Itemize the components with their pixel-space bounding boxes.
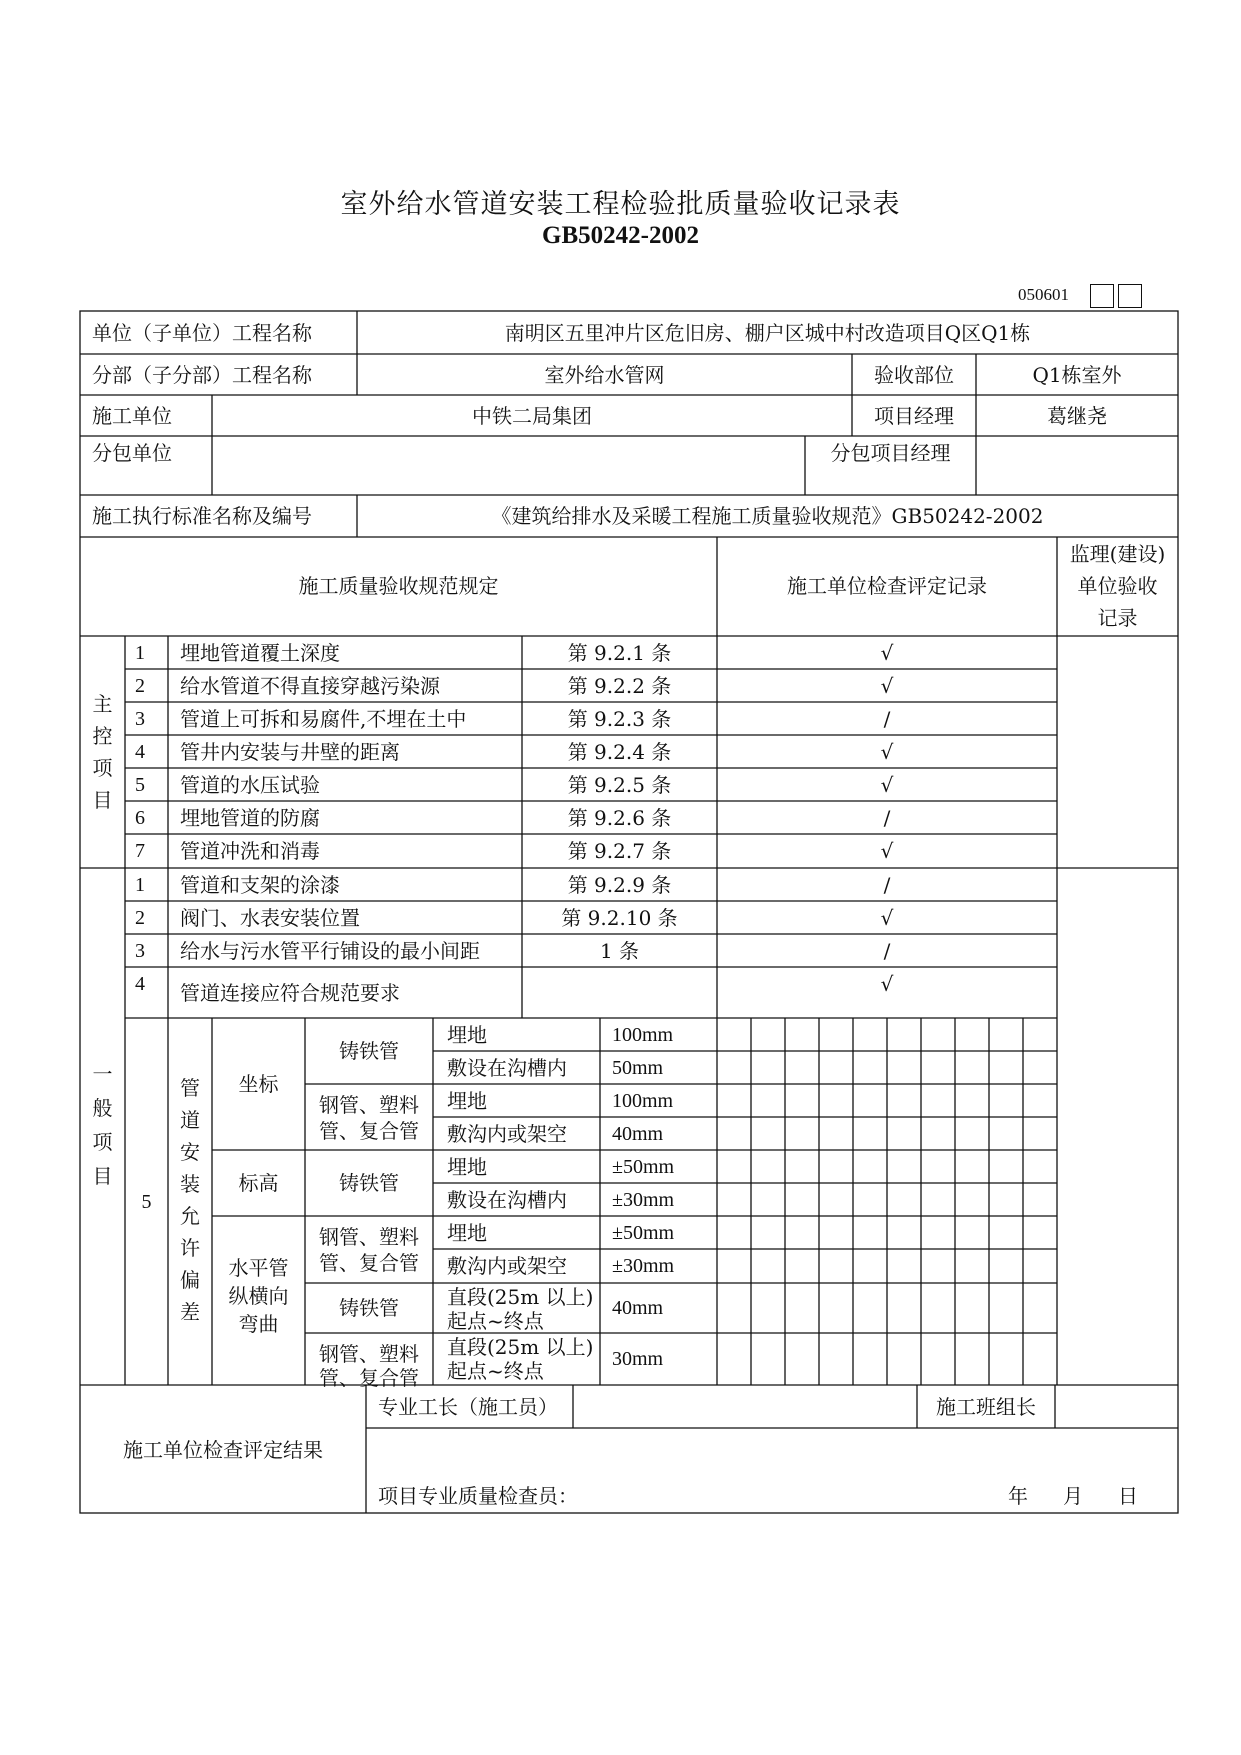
condition-in-trench: 敷设在沟槽内	[447, 1188, 567, 1212]
tolerance-char-5: 允	[180, 1204, 200, 1228]
main-row-clause: 第 9.2.6 条	[567, 806, 672, 830]
date-day-label: 日	[1118, 1484, 1138, 1508]
exec-std-value[interactable]: 《建筑给排水及采暖工程施工质量验收规范》GB50242-2002	[491, 504, 1044, 528]
general-row-check[interactable]: /	[883, 939, 891, 963]
tolerance-value: ±30mm	[612, 1189, 675, 1211]
main-row-clause: 第 9.2.2 条	[567, 674, 672, 698]
general-row-clause: 1 条	[599, 939, 640, 963]
unit-project-value[interactable]: 南明区五里冲片区危旧房、棚户区城中村改造项目Q区Q1栋	[504, 321, 1031, 345]
main-row-item: 管井内安装与井壁的距离	[180, 740, 400, 764]
tolerance-value: ±50mm	[612, 1222, 675, 1244]
team-leader-value-field[interactable]	[1058, 1387, 1176, 1427]
tolerance-char-3: 安	[180, 1140, 200, 1164]
subcontractor-label: 分包单位	[92, 441, 172, 465]
pm-value[interactable]: 葛继尧	[1047, 404, 1107, 428]
material-steel-2: 管、复合管	[319, 1119, 419, 1143]
sub-pm-label: 分包项目经理	[830, 441, 951, 465]
general-row-item: 给水与污水管平行铺设的最小间距	[180, 939, 480, 963]
main-row-check[interactable]: /	[883, 806, 891, 830]
general-row-item: 阀门、水表安装位置	[180, 906, 360, 930]
general-group-char-4: 目	[92, 1164, 113, 1188]
condition-trench-or-overhead: 敷沟内或架空	[447, 1122, 567, 1146]
general-row-no: 1	[135, 874, 145, 896]
general-row-clause: 第 9.2.9 条	[567, 873, 672, 897]
tolerance-value: 40mm	[612, 1123, 664, 1145]
material-steel-2: 管、复合管	[319, 1251, 419, 1275]
main-row-no: 3	[135, 708, 145, 730]
condition-buried: 埋地	[447, 1155, 487, 1179]
general-row-check[interactable]: √	[880, 972, 894, 996]
material-steel-1: 钢管、塑料	[319, 1342, 419, 1366]
main-row-clause: 第 9.2.4 条	[567, 740, 672, 764]
condition-straight-1: 直段(25m 以上)	[447, 1285, 594, 1309]
exec-std-label: 施工执行标准名称及编号	[92, 504, 312, 528]
team-leader-label: 施工班组长	[936, 1395, 1036, 1419]
contractor-value[interactable]: 中铁二局集团	[472, 404, 592, 428]
tolerance-value: 40mm	[612, 1297, 664, 1319]
general-row-clause: 第 9.2.10 条	[561, 906, 678, 930]
bend-label-3: 弯曲	[238, 1312, 279, 1336]
subcontractor-value-field[interactable]	[217, 438, 802, 494]
supervisor-header-2: 单位验收	[1077, 574, 1158, 598]
general-group-char-2: 般	[92, 1096, 113, 1120]
bend-label-2: 纵横向	[228, 1284, 289, 1308]
standard-code-title: GB50242-2002	[542, 222, 699, 249]
tolerance-value: ±50mm	[612, 1156, 675, 1178]
main-group-char-3: 项	[92, 756, 113, 780]
tolerance-value: 30mm	[612, 1348, 664, 1370]
general-row-no: 3	[135, 940, 145, 962]
date-year-label: 年	[1008, 1484, 1028, 1508]
main-row-check[interactable]: √	[880, 641, 894, 665]
general-row-check[interactable]: /	[883, 873, 891, 897]
main-row-clause: 第 9.2.5 条	[567, 773, 672, 797]
foreman-label: 专业工长（施工员）	[378, 1395, 558, 1419]
main-row-no: 4	[135, 741, 145, 763]
tolerance-char-2: 道	[180, 1108, 200, 1132]
main-group-char-2: 控	[92, 724, 113, 748]
tolerance-value: 50mm	[612, 1057, 664, 1079]
main-row-check[interactable]: √	[880, 674, 894, 698]
tolerance-char-4: 装	[180, 1172, 200, 1196]
bend-label-1: 水平管	[228, 1256, 289, 1280]
condition-buried: 埋地	[447, 1221, 487, 1245]
main-row-check[interactable]: √	[880, 773, 894, 797]
condition-in-trench: 敷设在沟槽内	[447, 1056, 567, 1080]
general-row-check[interactable]: √	[880, 906, 894, 930]
sub-pm-value-field[interactable]	[980, 438, 1174, 494]
main-row-item: 给水管道不得直接穿越污染源	[180, 674, 440, 698]
unit-project-label: 单位（子单位）工程名称	[92, 321, 312, 345]
form-code: 050601	[1018, 285, 1069, 304]
result-label: 施工单位检查评定结果	[123, 1438, 323, 1462]
supervisor-header-3: 记录	[1097, 606, 1138, 630]
condition-trench-or-overhead: 敷沟内或架空	[447, 1254, 567, 1278]
contractor-label: 施工单位	[92, 404, 172, 428]
main-row-no: 5	[135, 774, 145, 796]
tolerance-char-8: 差	[180, 1300, 200, 1324]
general-row-no: 4	[135, 973, 145, 995]
main-row-clause: 第 9.2.1 条	[567, 641, 672, 665]
main-row-item: 管道的水压试验	[180, 773, 320, 797]
general-row-item: 管道连接应符合规范要求	[180, 981, 400, 1005]
material-steel-1: 钢管、塑料	[319, 1225, 419, 1249]
general-row-item: 管道和支架的涂漆	[180, 873, 340, 897]
coord-label: 坐标	[238, 1072, 279, 1096]
main-row-check[interactable]: √	[880, 839, 894, 863]
condition-buried: 埋地	[447, 1089, 487, 1113]
main-row-no: 1	[135, 642, 145, 664]
tolerance-char-1: 管	[180, 1076, 200, 1100]
main-row-no: 7	[135, 840, 145, 862]
form-title: 室外给水管道安装工程检验批质量验收记录表	[340, 189, 901, 220]
sub-project-label: 分部（子分部）工程名称	[92, 363, 312, 387]
main-row-item: 管道上可拆和易腐件,不埋在土中	[180, 707, 467, 731]
tolerance-value: 100mm	[612, 1090, 674, 1112]
general-group-char-1: 一	[92, 1062, 113, 1086]
spec-header: 施工质量验收规范规定	[298, 574, 499, 598]
date-month-label: 月	[1063, 1484, 1083, 1508]
accept-part-label: 验收部位	[874, 363, 954, 387]
foreman-value-field[interactable]	[578, 1387, 913, 1427]
material-steel-1: 钢管、塑料	[319, 1093, 419, 1117]
tolerance-value: 100mm	[612, 1024, 674, 1046]
accept-part-value[interactable]: Q1栋室外	[1032, 363, 1122, 387]
main-row-check[interactable]: /	[883, 707, 891, 731]
check-header: 施工单位检查评定记录	[787, 574, 987, 598]
pm-label: 项目经理	[874, 404, 954, 428]
general-row-no: 2	[135, 907, 145, 929]
material-cast-iron: 铸铁管	[339, 1171, 399, 1195]
condition-straight-2: 起点~终点	[447, 1309, 544, 1333]
condition-straight-1: 直段(25m 以上)	[447, 1335, 594, 1359]
tolerance-no: 5	[141, 1191, 152, 1213]
tolerance-char-6: 许	[180, 1236, 200, 1260]
elev-label: 标高	[238, 1171, 279, 1195]
material-steel-2: 管、复合管	[319, 1366, 419, 1390]
main-row-item: 埋地管道的防腐	[180, 806, 320, 830]
tolerance-value: ±30mm	[612, 1255, 675, 1277]
inspector-label: 项目专业质量检查员：	[378, 1484, 578, 1508]
general-group-char-3: 项	[92, 1130, 113, 1154]
material-cast-iron: 铸铁管	[339, 1039, 399, 1063]
main-row-clause: 第 9.2.3 条	[567, 707, 672, 731]
main-row-no: 6	[135, 807, 145, 829]
tolerance-char-7: 偏	[180, 1268, 200, 1292]
main-row-clause: 第 9.2.7 条	[567, 839, 672, 863]
supervisor-header-1: 监理(建设)	[1069, 542, 1166, 566]
condition-straight-2: 起点~终点	[447, 1359, 544, 1383]
sub-project-value[interactable]: 室外给水管网	[544, 363, 665, 387]
main-group-char-4: 目	[92, 788, 113, 812]
main-row-no: 2	[135, 675, 145, 697]
main-row-check[interactable]: √	[880, 740, 894, 764]
condition-buried: 埋地	[447, 1023, 487, 1047]
main-row-item: 管道冲洗和消毒	[180, 839, 320, 863]
main-row-item: 埋地管道覆土深度	[180, 641, 340, 665]
main-group-char-1: 主	[92, 692, 113, 716]
material-cast-iron: 铸铁管	[339, 1296, 399, 1320]
